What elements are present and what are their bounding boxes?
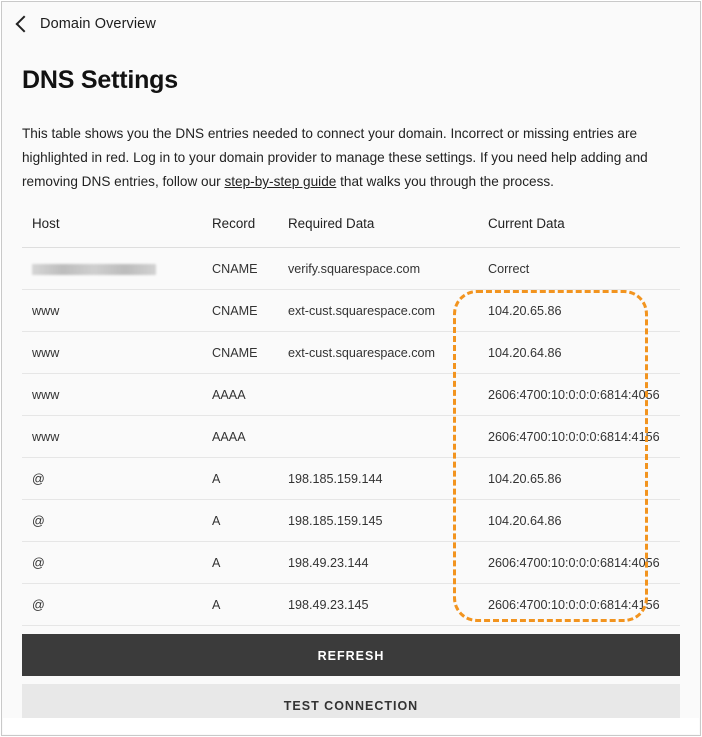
cell-current-data: 2606:4700:10:0:0:0:6814:4156 <box>488 584 680 626</box>
cell-current-data: 104.20.65.86 <box>488 458 680 500</box>
table-row <box>22 500 680 542</box>
table-row <box>22 458 680 500</box>
table-row <box>22 374 680 416</box>
back-navigation-bar[interactable] <box>2 2 700 46</box>
cell-required-data <box>288 416 488 458</box>
cell-required-data: 198.49.23.144 <box>288 542 488 584</box>
cell-record: CNAME <box>212 290 288 332</box>
column-header-current-data: Current Data <box>488 216 680 248</box>
cell-required-data: ext-cust.squarespace.com <box>288 332 488 374</box>
table-row <box>22 416 680 458</box>
column-header-record: Record <box>212 216 288 248</box>
cell-current-data: 2606:4700:10:0:0:0:6814:4156 <box>488 416 680 458</box>
cell-required-data <box>288 374 488 416</box>
description-text-1: This table shows you the DNS entries needed to connect your domain. Incorrect or missing entries are highlighted in red. Log in to your domain provider to manage these settings. If you need help adding and removing DNS entries, follow our <box>22 126 648 189</box>
table-row <box>22 248 680 290</box>
cell-record: A <box>212 458 288 500</box>
page-description <box>22 122 680 194</box>
cell-record: A <box>212 584 288 626</box>
test-connection-button[interactable]: TEST CONNECTION <box>22 684 680 726</box>
table-row <box>22 290 680 332</box>
description-text-2: that walks you through the process. <box>336 174 554 189</box>
table-header <box>22 216 680 248</box>
cell-host <box>22 248 212 290</box>
refresh-button[interactable]: REFRESH <box>22 634 680 676</box>
cell-host: @ <box>22 458 212 500</box>
page-title: DNS Settings <box>22 66 178 94</box>
cell-host: @ <box>22 542 212 584</box>
dns-records-table <box>22 216 680 626</box>
cell-record: A <box>212 500 288 542</box>
cell-host: www <box>22 374 212 416</box>
cell-host: www <box>22 290 212 332</box>
cell-record: CNAME <box>212 332 288 374</box>
cell-required-data: 198.49.23.145 <box>288 584 488 626</box>
main-content <box>2 46 700 735</box>
cell-record: A <box>212 542 288 584</box>
column-header-required-data: Required Data <box>288 216 488 248</box>
back-label[interactable]: Domain Overview <box>40 16 156 32</box>
cell-record: AAAA <box>212 374 288 416</box>
step-by-step-guide-link[interactable]: step-by-step guide <box>224 174 337 189</box>
table-row <box>22 542 680 584</box>
cell-host: @ <box>22 500 212 542</box>
cell-current-data: Correct <box>488 248 680 290</box>
cell-current-data: 2606:4700:10:0:0:0:6814:4056 <box>488 542 680 584</box>
table-row <box>22 332 680 374</box>
window-bottom-strip <box>3 718 699 734</box>
cell-required-data: ext-cust.squarespace.com <box>288 290 488 332</box>
app-window <box>1 1 701 736</box>
cell-record: CNAME <box>212 248 288 290</box>
table-body <box>22 248 680 626</box>
cell-host: @ <box>22 584 212 626</box>
cell-current-data: 104.20.64.86 <box>488 332 680 374</box>
cell-required-data: 198.185.159.144 <box>288 458 488 500</box>
cell-current-data: 2606:4700:10:0:0:0:6814:4056 <box>488 374 680 416</box>
cell-host: www <box>22 332 212 374</box>
cell-current-data: 104.20.65.86 <box>488 290 680 332</box>
table-row <box>22 584 680 626</box>
cell-host: www <box>22 416 212 458</box>
cell-record: AAAA <box>212 416 288 458</box>
column-header-host: Host <box>22 216 212 248</box>
cell-required-data: verify.squarespace.com <box>288 248 488 290</box>
cell-current-data: 104.20.64.86 <box>488 500 680 542</box>
cell-required-data: 198.185.159.145 <box>288 500 488 542</box>
table-header-row <box>22 216 680 248</box>
redacted-host-value <box>32 264 156 275</box>
chevron-left-icon[interactable] <box>16 16 33 33</box>
